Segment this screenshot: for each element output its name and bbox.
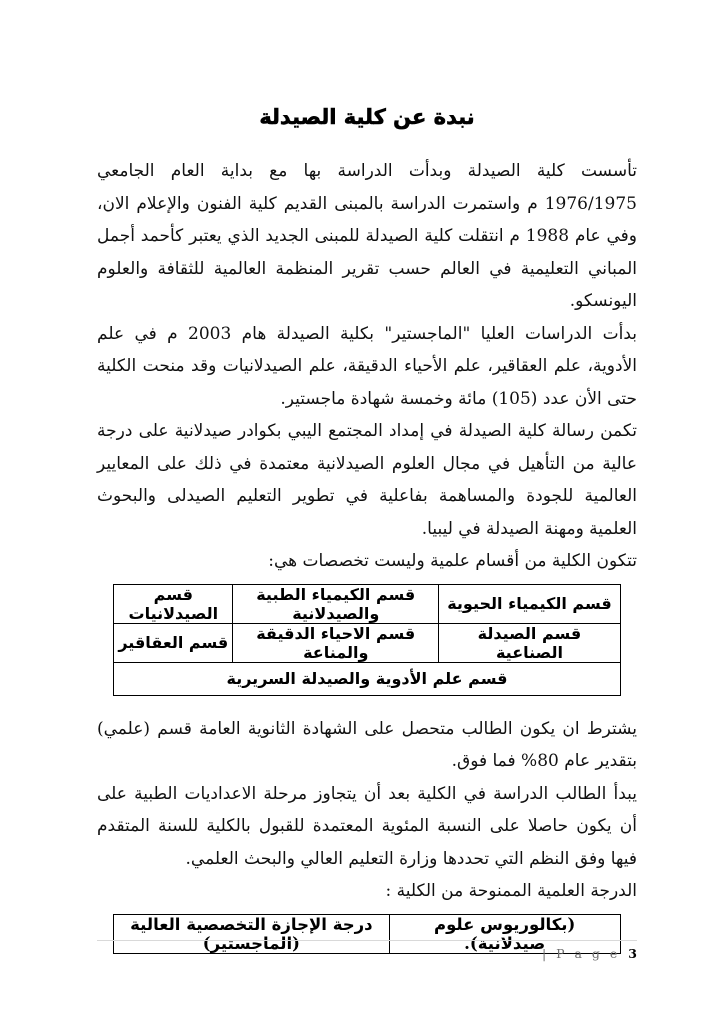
department-cell-industrial-pharmacy: قسم الصيدلة الصناعية: [439, 623, 621, 662]
departments-table-row: [114, 662, 621, 695]
page-label: | P a g e: [541, 946, 621, 961]
footer-divider: [97, 940, 637, 941]
footer-text: [97, 946, 637, 961]
paragraph-admission-grade: يشترط ان يكون الطالب متحصل على الشهادة الثانوية العامة قسم (علمي) بتقدير عام 80% فما فوق.: [97, 718, 637, 771]
department-cell-pharmacognosy: قسم العقاقير: [114, 623, 233, 662]
department-cell-medicinal-chemistry: قسم الكيمياء الطبية والصيدلانية: [233, 584, 439, 623]
departments-table-row: [114, 623, 621, 662]
department-cell-pharmacology-clinical: قسم علم الأدوية والصيدلة السريرية: [114, 662, 621, 695]
paragraph-postgraduate: بدأت الدراسات العليا "الماجستير" بكلية الصيدلة هام 2003 م في علم الأدوية، علم العقاقير، علم الأحياء الدقيقة، علم الصيدلانيات وقد منحت الكلية حتى الأن عدد (105) مائة وخمسة شهادة ماجستير.: [97, 323, 637, 409]
paragraph-history: تأسست كلية الصيدلة وبدأت الدراسة بها مع بداية العام الجامعي 1976/1975 م واستمرت الدراسة بالمبنى القديم كلية الفنون والإعلام الان، وفي عام 1988 م انتقلت كلية الصيدلة للمبنى الجديد الذي يعتبر كأحمد أجمل المباني التعليمية في العالم حسب تقرير المنظمة العالمية للثقافة والعلوم اليونسكو.: [97, 161, 638, 311]
departments-table-row: [114, 584, 621, 623]
department-cell-pharmaceutics: قسم الصيدلانيات: [114, 584, 233, 623]
paragraph-admission-process: يبدأ الطالب الدراسة في الكلية بعد أن يتجاوز مرحلة الاعداديات الطبية على أن يكون حاصلا على النسبة المئوية المعتمدة للقبول بالكلية للسنة المتقدم فيها وفق النظم التي تحددها وزارة التعليم العالي والبحث العلمي.: [97, 783, 637, 869]
department-cell-biochemistry: قسم الكيمياء الحيوية: [439, 584, 621, 623]
departments-intro: تتكون الكلية من أقسام علمية وليست تخصصات هي:: [268, 551, 637, 571]
departments-table: [113, 584, 621, 696]
degree-cell-bachelor: (بكالوريوس علوم صيدلانية).: [389, 914, 620, 953]
document-title: نبدة عن كلية الصيدلة: [259, 104, 475, 129]
page-number: 3: [628, 946, 637, 961]
department-cell-microbiology-immunology: قسم الاحياء الدقيقة والمناعة: [233, 623, 439, 662]
degree-cell-master: درجة الإجازة التخصصية العالية (الماجستير): [114, 914, 389, 953]
degrees-intro: الدرجة العلمية الممنوحة من الكلية :: [385, 881, 637, 901]
page-footer: [97, 940, 637, 961]
paragraph-mission: تكمن رسالة كلية الصيدلة في إمداد المجتمع اليبي بكوادر صيدلانية على درجة عالية من التأهيل في مجال العلوم الصيدلانية معتمدة في ذلك على المعايير العالمية للجودة والمساهمة بفاعلية في تطوير التعليم الصيدلى والبحوث العلمية ومهنة الصيدلة في ليبيا.: [97, 421, 637, 539]
